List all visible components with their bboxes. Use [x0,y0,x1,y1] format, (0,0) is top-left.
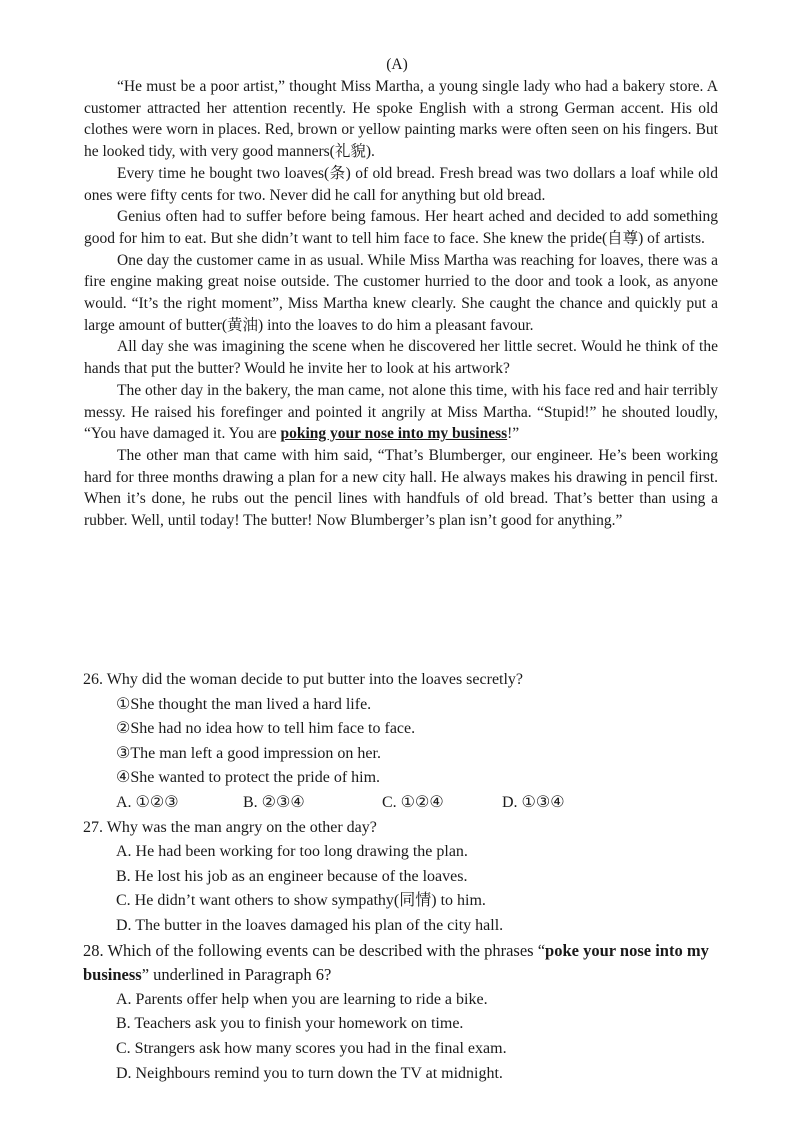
q26-choice-b[interactable]: B. ②③④ [243,793,305,811]
paragraph-5: All day she was imagining the scene when he discovered her little secret. Would he think of the hands that put the butter? Would he invite her to look at his artwork? [84,338,718,378]
question-26-stem: 26. Why did the woman decide to put butter into the loaves secretly? [83,671,524,688]
q26-item-1: ①She thought the man lived a hard life. [116,695,372,713]
q27-option-b[interactable]: B. He lost his job as an engineer because of the loaves. [116,867,468,885]
q26-item-2: ②She had no idea how to tell him face to face. [116,720,416,738]
paragraph-3: Genius often had to suffer before being famous. Her heart ached and decided to add something good for him to eat. But she didn’t want to tell him face to face. She knew the pride(自尊) of artists. [84,208,718,247]
q28-option-b[interactable]: B. Teachers ask you to finish your homework on time. [116,1015,464,1033]
paragraph-4: One day the customer came in as usual. While Miss Martha was reaching for loaves, there was a fire engine making great noise outside. The customer hurried to the door and took a look, as anyone would. “It’s the right moment”, Miss Martha knew clearly. She caught the chance and quickly put a large amount of butter(黄油) into the loaves to do him a pleasant favour. [84,251,718,334]
paragraph-6-end: !” [507,425,520,443]
q26-choice-a[interactable]: A. ①②③ [116,793,179,811]
q28-stem-end: ” underlined in Paragraph 6? [141,965,332,985]
paragraph-6-text: The other day in the bakery, the man came, not alone this time, with his face red and hair terribly messy. He raised his forefinger and pointed it angrily at Miss Martha. “Stupid!” he shouted loudly, “You have damaged it. You are [84,381,718,443]
reading-passage [84,76,718,532]
q26-item-4: ④She wanted to protect the pride of him. [116,769,381,787]
q28-option-d[interactable]: D. Neighbours remind you to turn down the TV at midnight. [116,1064,503,1082]
q27-option-c[interactable]: C. He didn’t want others to show sympathy(同情) to him. [116,892,486,910]
q28-option-a[interactable]: A. Parents offer help when you are learning to ride a bike. [116,990,488,1008]
q28-option-c[interactable]: C. Strangers ask how many scores you had in the final exam. [116,1039,507,1057]
q26-choices [116,791,733,816]
paragraph-7: The other man that came with him said, “That’s Blumberger, our engineer. He’s been working hard for three months drawing a plan for a new city hall. He always makes his drawing in pencil first. When it’s done, he rubs out the pencil lines with handfuls of old bread. That’s better than using a rubber. Well, until today! The butter! Now Blumberger’s plan isn’t good for anything.” [84,446,718,530]
section-title: (A) [386,56,408,73]
q28-stem-start: 28. Which of the following events can be described with the phrases “ [83,940,546,960]
q27-option-d[interactable]: D. The butter in the loaves damaged his plan of the city hall. [116,916,504,934]
question-27-stem: 27. Why was the man angry on the other day? [83,818,377,836]
paragraph-6 [84,380,718,445]
underlined-phrase: poking your nose into my business [280,425,508,443]
q28-stem-phrase: poke your nose into my business [83,940,709,985]
paragraph-2: Every time he bought two loaves(条) of old bread. Fresh bread was two dollars a loaf while old ones were fifty cents for two. Never did he call for anything but old bread. [84,164,718,204]
question-28-stem [83,939,733,988]
q26-choice-c[interactable]: C. ①②④ [382,793,444,811]
q26-item-3: ③The man left a good impression on her. [116,744,381,762]
paragraph-1: “He must be a poor artist,” thought Miss Martha, a young single lady who had a bakery store. A customer attracted her attention recently. He spoke English with a strong German accent. His old clothes were worn in places. Red, brown or yellow painting marks were often seen on his fingers. But he looked tidy, with very good manners(礼貌). [84,78,718,161]
questions [83,668,733,1086]
q27-option-a[interactable]: A. He had been working for too long drawing the plan. [116,843,468,861]
q26-choice-d[interactable]: D. ①③④ [502,793,565,811]
